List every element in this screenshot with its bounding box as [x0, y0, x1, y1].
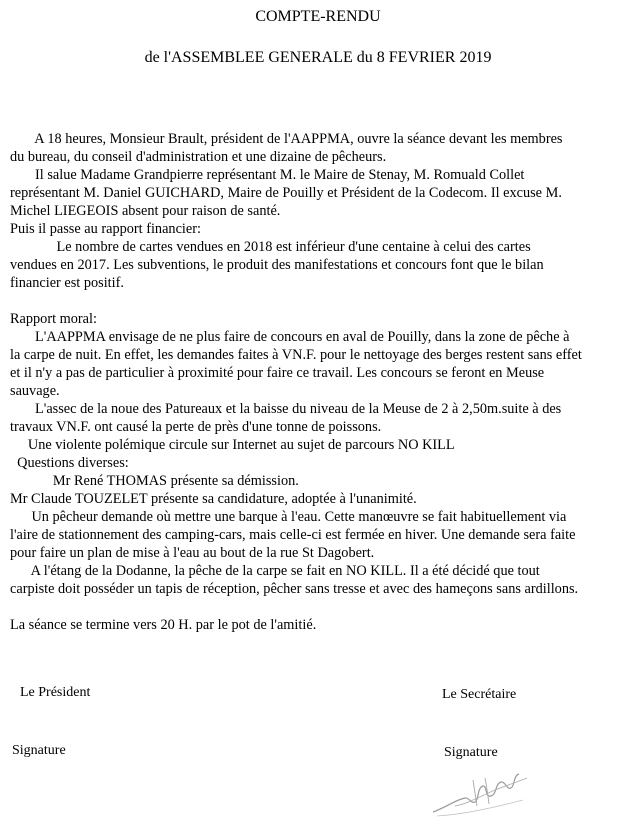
- paragraph-line: Michel LIEGEOIS absent pour raison de santé.: [10, 203, 281, 219]
- section-heading-questions: Questions diverses:: [10, 455, 129, 471]
- paragraph-line: pour faire un plan de mise à l'eau au bout de la rue St Dagobert.: [10, 545, 375, 561]
- paragraph-line: Puis il passe au rapport financier:: [10, 221, 201, 237]
- paragraph-line: Le nombre de cartes vendues en 2018 est inférieur d'une centaine à celui des cartes: [10, 239, 531, 255]
- paragraph-line: financier est positif.: [10, 275, 124, 291]
- paragraph-line: carpiste doit posséder un tapis de réception, pêcher sans tresse et avec des hameçons sans ardillons.: [10, 581, 579, 597]
- paragraph-line: Une violente polémique circule sur Internet au sujet de parcours NO KILL: [10, 437, 455, 453]
- section-heading-moral: Rapport moral:: [10, 311, 97, 327]
- paragraph-line: du bureau, du conseil d'administration et une dizaine de pêcheurs.: [10, 149, 387, 165]
- secretary-label: Le Secrétaire: [442, 687, 517, 702]
- paragraph-line: Il salue Madame Grandpierre représentant M. le Maire de Stenay, M. Romuald Collet: [10, 167, 525, 183]
- paragraph-line: A l'étang de la Dodanne, la pêche de la carpe se fait en NO KILL. Il a été décidé que tout: [10, 563, 540, 579]
- paragraph-line: L'AAPPMA envisage de ne plus faire de concours en aval de Pouilly, dans la zone de pêche à: [10, 329, 570, 345]
- paragraph-line: L'assec de la noue des Patureaux et la baisse du niveau de la Meuse de 2 à 2,50m.suite à des: [10, 401, 562, 417]
- paragraph-line: représentant M. Daniel GUICHARD, Maire de Pouilly et Président de la Codecom. Il excuse M.: [10, 185, 562, 201]
- paragraph-line: Mr René THOMAS présente sa démission.: [10, 473, 299, 489]
- handwritten-signature: [425, 760, 535, 820]
- president-signature-label: Signature: [12, 743, 66, 758]
- paragraph-line: la carpe de nuit. En effet, les demandes faites à VN.F. pour le nettoyage des berges restent sans effet: [10, 347, 582, 363]
- paragraph-line: l'aire de stationnement des camping-cars, mais celle-ci est fermée en hiver. Une demande sera faite: [10, 527, 576, 543]
- closing-line: La séance se termine vers 20 H. par le pot de l'amitié.: [10, 617, 317, 633]
- president-label: Le Président: [20, 685, 91, 700]
- paragraph-line: Un pêcheur demande où mettre une barque à l'eau. Cette manœuvre se fait habituellement via: [10, 509, 567, 525]
- paragraph-line: sauvage.: [10, 383, 60, 399]
- document-title: COMPTE-RENDU: [255, 8, 381, 25]
- document-subtitle: de l'ASSEMBLEE GENERALE du 8 FEVRIER 2019: [144, 49, 492, 66]
- paragraph-line: et il n'y a pas de particulier à proximité pour faire ce travail. Les concours se feront en Meuse: [10, 365, 545, 381]
- minutes-body: [10, 130, 630, 634]
- paragraph-line: vendues en 2017. Les subventions, le produit des manifestations et concours font que le bilan: [10, 257, 544, 273]
- paragraph-line: Mr Claude TOUZELET présente sa candidature, adoptée à l'unanimité.: [10, 491, 417, 507]
- secretary-signature-label: Signature: [444, 745, 498, 760]
- paragraph-line: travaux VN.F. ont causé la perte de près d'une tonne de poissons.: [10, 419, 382, 435]
- paragraph-line: A 18 heures, Monsieur Brault, président de l'AAPPMA, ouvre la séance devant les membres: [10, 131, 563, 147]
